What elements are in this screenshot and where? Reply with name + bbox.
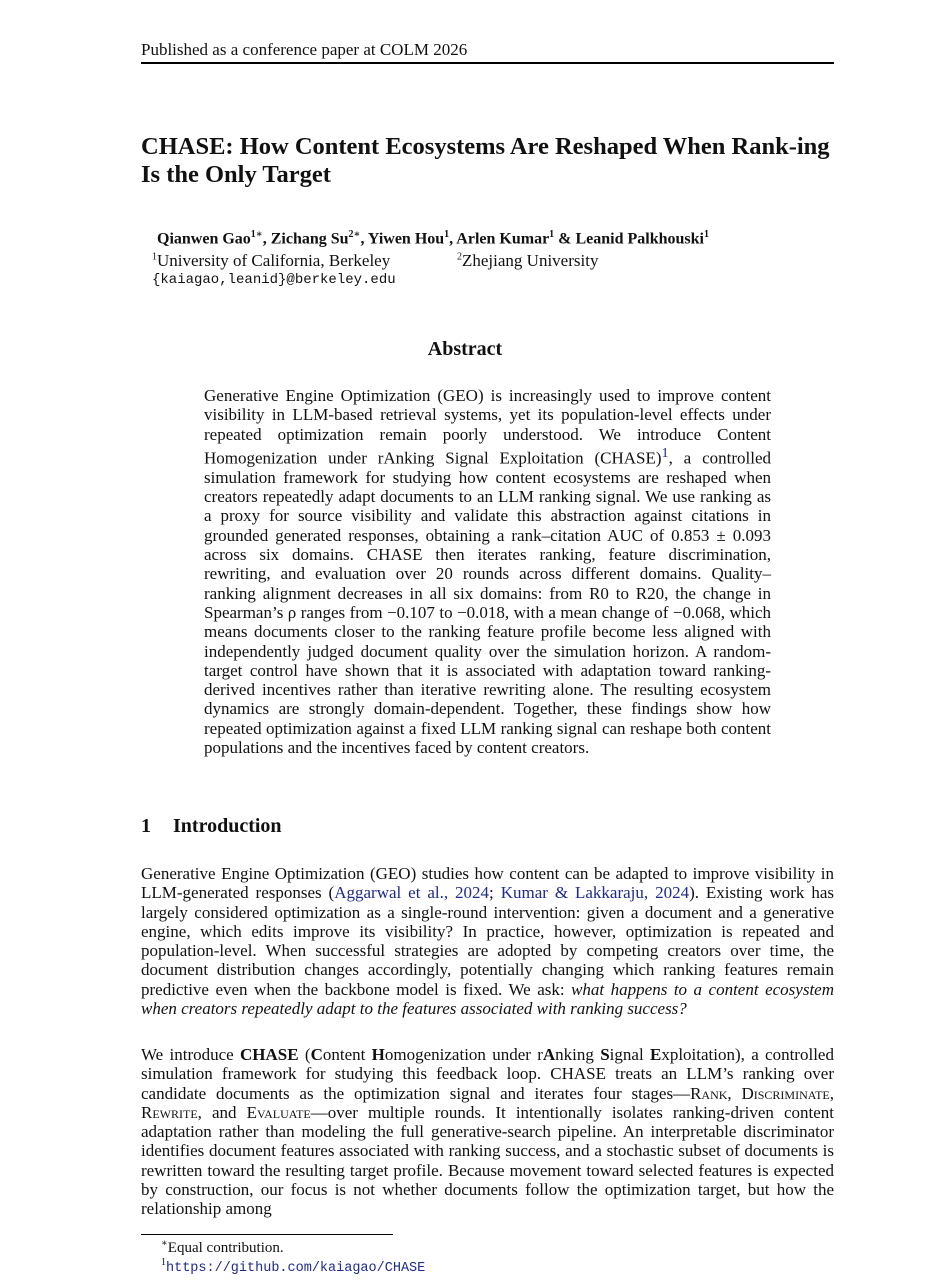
research-question: what happens to a content ecosystem when creators repeatedly adapt to the features associated with ranking success? [141, 979, 834, 1019]
paragraph-text: Generative Engine Optimization (GEO) studies how content can be adapted to improve visibility in LLM-generated responses ( [141, 864, 834, 903]
author-name: Arlen Kumar [456, 230, 550, 248]
footnote-link[interactable]: 1 [661, 444, 669, 461]
footnote-rule [141, 1234, 393, 1235]
abstract-heading: Abstract [427, 338, 503, 360]
author-name: Zichang Su [270, 230, 349, 248]
author-affiliation-mark: 1 [704, 229, 709, 240]
section-heading [141, 815, 282, 838]
author-name: Leanid Palkhouski [575, 230, 704, 248]
citation-link[interactable]: Aggarwal et al., 2024 [334, 883, 490, 903]
footnote-equal-contribution: ∗Equal contribution. [161, 1238, 284, 1256]
author-affiliation-mark: 1 [250, 229, 256, 240]
author-separator: , [360, 230, 368, 248]
running-header: Published as a conference paper at COLM 2026 [141, 40, 468, 59]
intro-paragraph-2: We introduce CHASE (Content Homogenization under rAnking Signal Exploitation), a controlled simulation framework for studying this feedback loop. CHASE treats an LLM’s ranking over candidate documents as the optimization signal and iterates four stages—Rank, Discriminate, Rewrite, and Evaluate—over multiple rounds. It intentionally isolates ranking-driven content adaptation rather than modeling the full generative-search pipeline. An interpretable discriminator identifies document features associated with ranking success, and a stochastic subset of documents is rewritten toward the resulting target profile. Because movement toward selected features is expected by construction, our focus is not whether documents follow the optimization target, but how the relationship among [141, 1045, 834, 1219]
stage-name: Evaluate [246, 1102, 311, 1122]
stage-name: Rewrite [141, 1102, 198, 1122]
paper-title: CHASE: How Content Ecosystems Are Reshaped When Rank-ing Is the Only Target [141, 133, 830, 188]
stage-name: Discriminate [741, 1083, 830, 1103]
intro-paragraph-1 [141, 864, 834, 1018]
affiliation-2 [457, 251, 598, 271]
author-emails: {kaiagao,leanid}@berkeley.edu [152, 272, 396, 288]
paragraph-text: ). Existing work has largely considered optimization as a single-round intervention: given a document and a generative engine, which edits improve its visibility? In practice, however, optimization is repeated and population-level. When successful strategies are adopted by competing creators over time, the document distribution changes accordingly, potentially changing which ranking features remain predictive even when the backbone model is fixed. We ask: [141, 883, 835, 999]
abstract-body [204, 386, 771, 757]
paragraph-text: —over multiple rounds. It intentionally isolates ranking-driven content adaptation rather than modeling the full generative-search pipeline. An interpretable discriminator identifies document features associated with ranking success, and a stochastic subset of documents is rewritten toward the resulting target profile. Because movement toward selected features is expected by construction, our focus is not whether documents follow the optimization target, but how the relationship among [141, 1102, 834, 1219]
equal-contribution-mark: ∗ [255, 229, 263, 240]
github-link[interactable]: https://github.com/kaiagao/CHASE [166, 1261, 426, 1276]
author-affiliation-mark: 1 [549, 229, 555, 240]
author-affiliation-mark: 1 [444, 229, 450, 240]
author-separator: , [262, 230, 271, 248]
paragraph-text: ), a controlled simulation framework for studying this feedback loop. CHASE treats an LLM’s ranking over candidate documents as the optimization signal and iterates four stages— [141, 1045, 834, 1103]
citation-link[interactable]: Kumar & Lakkaraju, 2024 [500, 883, 690, 903]
author-name: Qianwen Gao [157, 230, 251, 248]
section-number: 1 [141, 815, 151, 837]
author-name: Yiwen Hou [367, 230, 445, 248]
citation-separator: ; [489, 883, 501, 903]
framework-name: CHASE [240, 1045, 299, 1064]
affiliation-number: 1 [152, 251, 157, 263]
footnote-code-link: $^1$https://github.com/kaiagao/CHASE [161, 1257, 426, 1276]
abstract-text: , a controlled simulation framework for studying how content ecosystems are reshaped when creators repeatedly adapt documents to an LLM ranking signal. We use ranking as a proxy for source visibility and validate this abstraction against citations in grounded generated responses, obtaining a rank–citation AUC of 0.853 ± 0.093 across six domains. CHASE then iterates ranking, feature discrimination, rewriting, and evaluation over 20 rounds across different domains. Quality–ranking alignment decreases in all six domains: from R0 to R20, the change in Spearman’s ρ ranges from −0.107 to −0.018, with a mean change of −0.068, which means documents closer to the ranking feature profile become less aligned with independently judged document quality over the simulation horizon. A random-target control have shown that it is associated with adaptation toward ranking-derived incentives rather than iterative rewriting alone. The resulting ecosystem dynamics are strongly domain-dependent. Together, these findings show how repeated optimization against a fixed LLM ranking signal can reshape both content populations and the incentives faced by content creators. [204, 448, 772, 757]
author-list [157, 229, 709, 248]
affiliation-name: University of California, Berkeley [157, 251, 391, 270]
affiliation-name: Zhejiang University [462, 251, 599, 270]
stage-name: Rank [690, 1083, 728, 1103]
affiliation-1 [152, 251, 390, 271]
equal-contribution-mark: ∗ [353, 229, 361, 240]
paragraph-text: We introduce [141, 1045, 241, 1064]
header-rule [141, 62, 834, 64]
author-separator: , [449, 230, 457, 248]
author-affiliation-mark: 2 [348, 229, 354, 240]
author-and: & [554, 230, 576, 248]
section-title: Introduction [173, 815, 282, 837]
abstract-text: Generative Engine Optimization (GEO) is increasingly used to improve content visibility in LLM-based retrieval systems, yet its population-level effects under repeated optimization remain poorly understood. We introduce Content Homogenization under rAnking Signal Exploitation (CHASE) [204, 386, 771, 468]
affiliation-number: 2 [457, 251, 462, 263]
